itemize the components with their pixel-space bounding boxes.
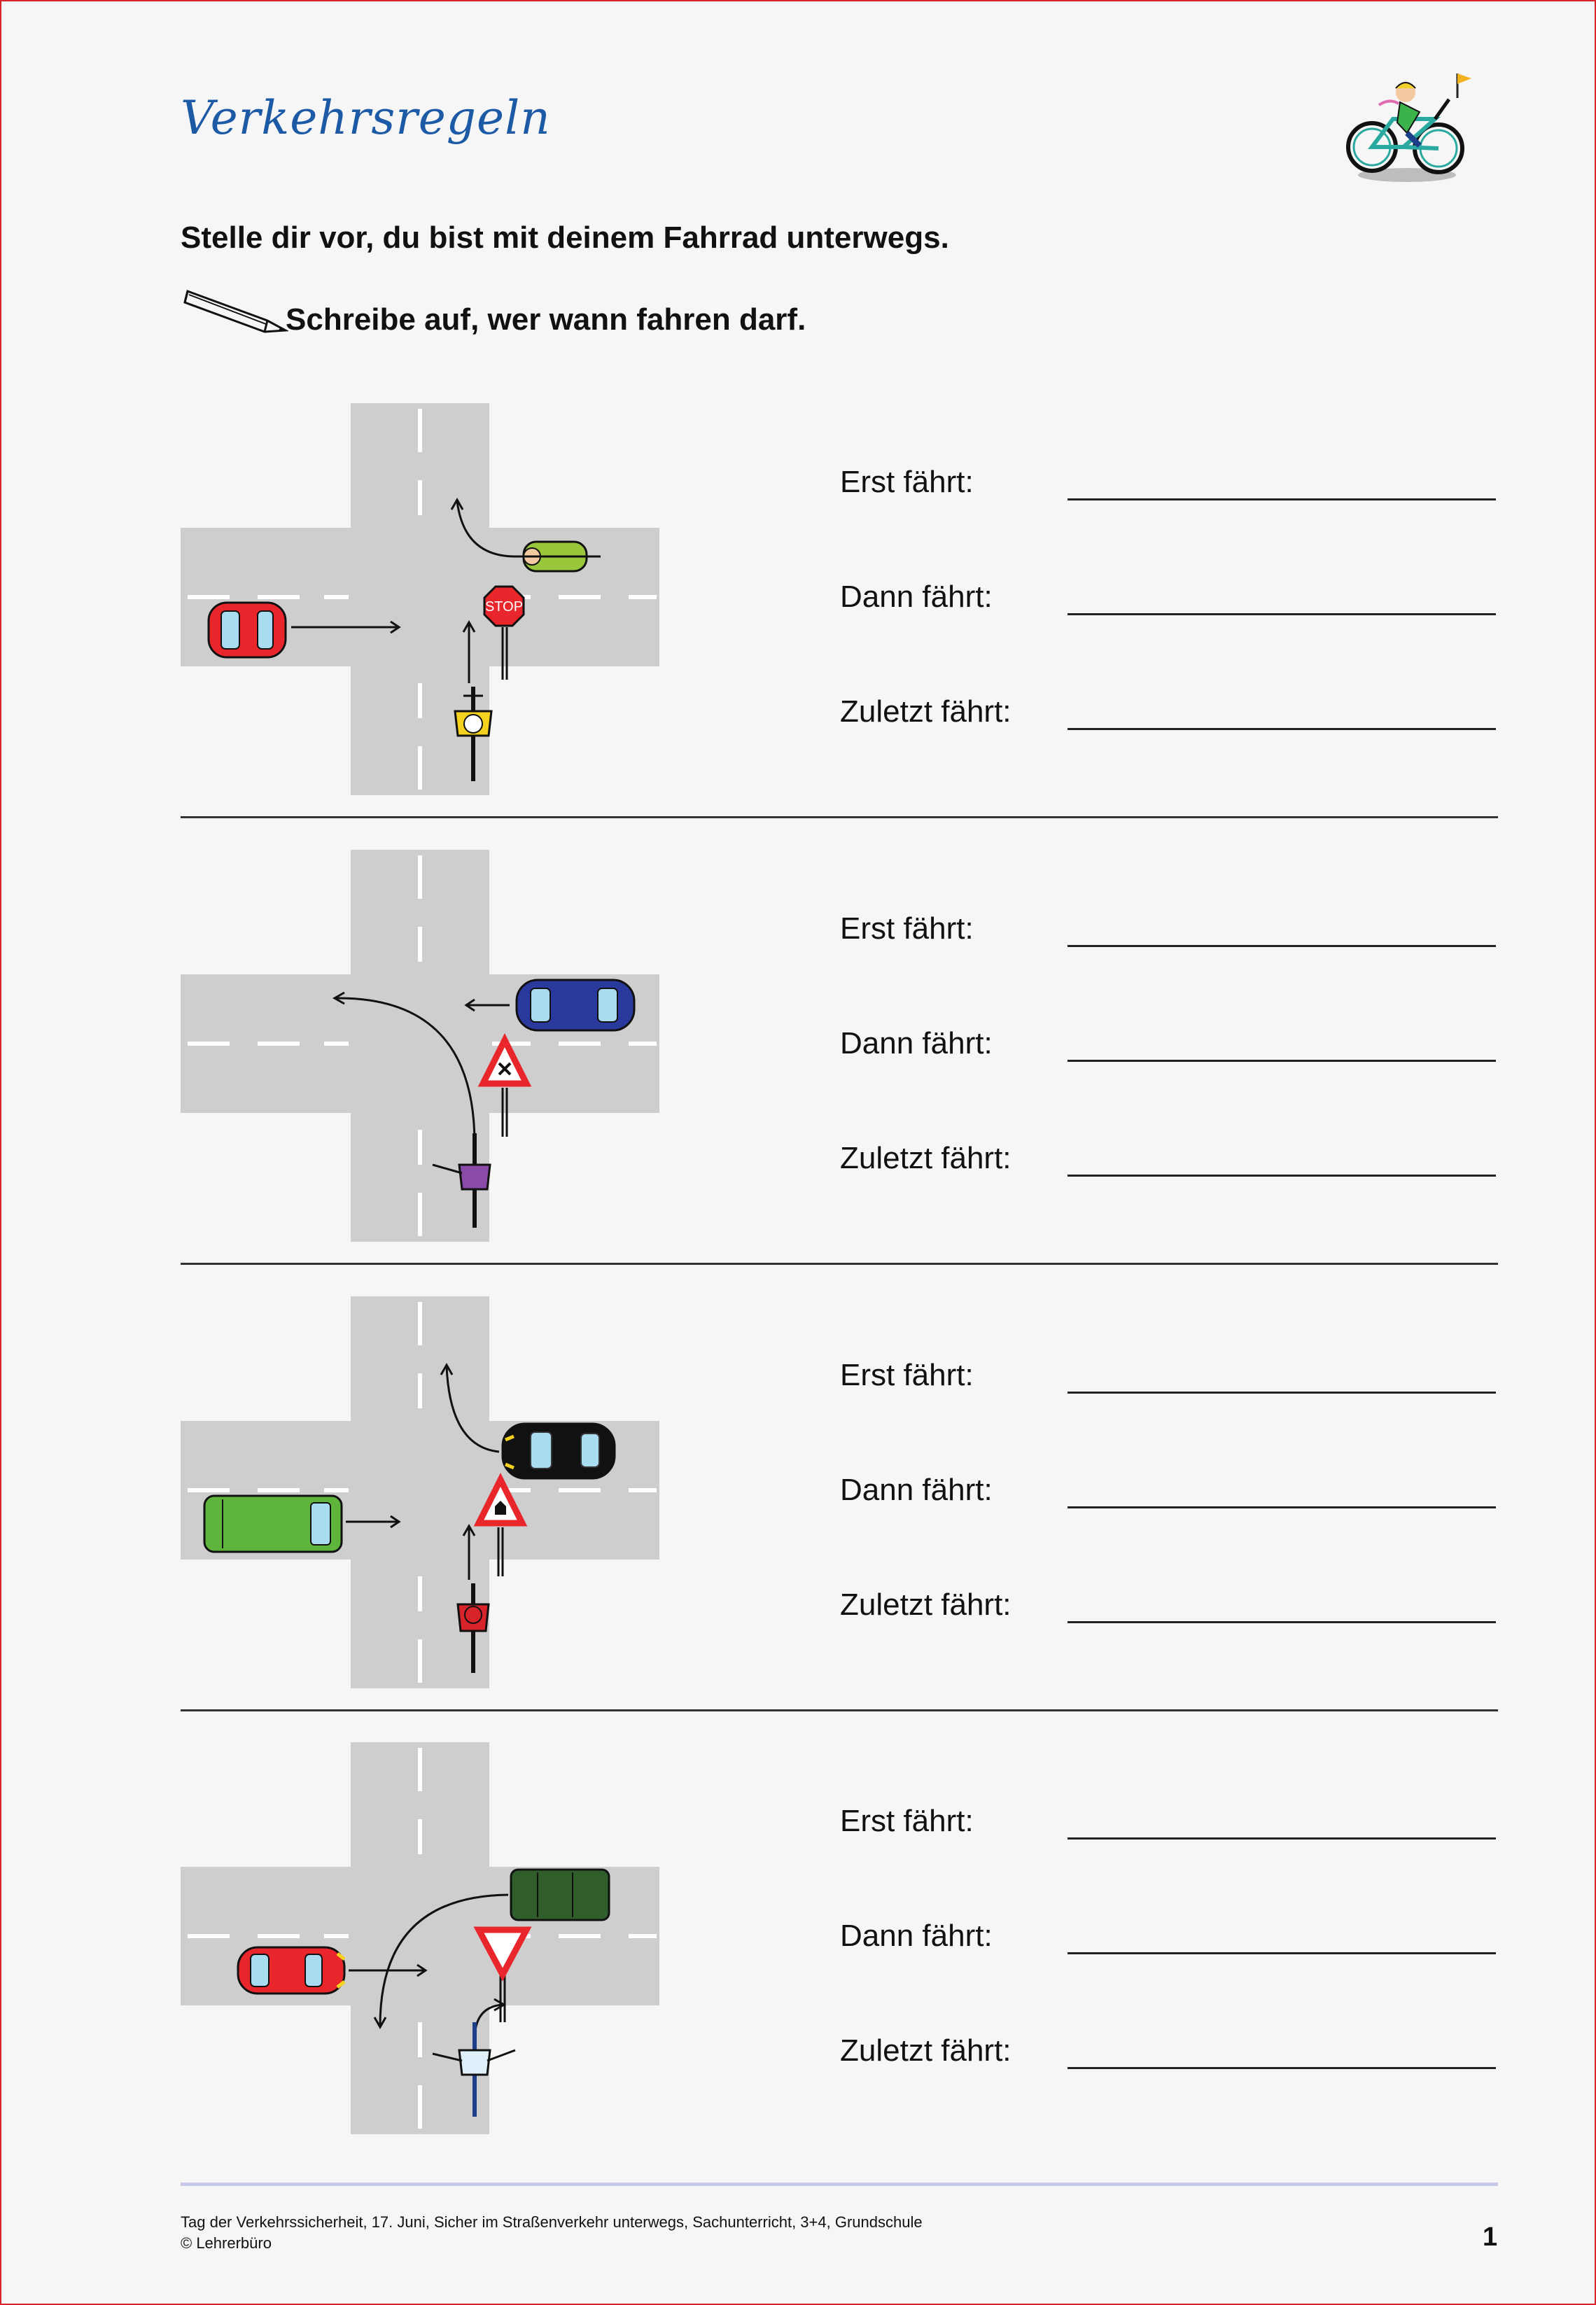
answer-line[interactable] <box>1068 498 1496 500</box>
svg-text:STOP: STOP <box>484 599 524 615</box>
answer-line[interactable] <box>1068 1175 1496 1177</box>
answer-label: Erst fährt: <box>840 1358 974 1392</box>
answer-row-first <box>840 911 1498 960</box>
cyclist-icon <box>1337 70 1477 189</box>
answer-row-last <box>840 694 1498 743</box>
answer-label: Dann fährt: <box>840 580 993 614</box>
answer-row-then <box>840 1026 1498 1075</box>
answer-label: Dann fährt: <box>840 1026 993 1060</box>
intro-text: Stelle dir vor, du bist mit deinem Fahrrad unterwegs. <box>181 220 949 255</box>
answer-line[interactable] <box>1068 1060 1496 1062</box>
footer-line-2: © Lehrerbüro <box>181 2234 272 2252</box>
red-car-icon <box>238 1947 344 1994</box>
exercise-section-4 <box>0 1742 1596 2189</box>
answer-line[interactable] <box>1068 1621 1496 1623</box>
answer-line[interactable] <box>1068 613 1496 615</box>
exercise-section-1 <box>0 403 1596 850</box>
answer-line[interactable] <box>1068 1837 1496 1840</box>
answer-row-last <box>840 2033 1498 2082</box>
page-title: Verkehrsregeln <box>181 91 551 145</box>
footer-line-1: Tag der Verkehrssicherheit, 17. Juni, Sicher im Straßenverkehr unterwegs, Sachunterricht, 3+4, Grundschule <box>181 2213 923 2231</box>
section-divider <box>181 1263 1498 1265</box>
answer-label: Dann fährt: <box>840 1919 993 1953</box>
answer-line[interactable] <box>1068 945 1496 947</box>
intersection-scene-3 <box>181 1296 659 1688</box>
answer-row-first <box>840 1804 1498 1853</box>
green-van-icon <box>204 1496 342 1552</box>
answer-line[interactable] <box>1068 728 1496 730</box>
blue-car-icon <box>517 980 634 1030</box>
section-divider <box>181 1709 1498 1711</box>
answer-line[interactable] <box>1068 1952 1496 1954</box>
exercise-section-3 <box>0 1296 1596 1743</box>
answer-row-then <box>840 1473 1498 1522</box>
answer-label: Dann fährt: <box>840 1473 993 1507</box>
answer-label: Erst fährt: <box>840 465 974 499</box>
black-car-icon <box>503 1424 615 1478</box>
answer-label: Erst fährt: <box>840 911 974 946</box>
answer-label: Zuletzt fährt: <box>840 694 1011 729</box>
exercise-section-2 <box>0 850 1596 1296</box>
answer-row-then <box>840 1919 1498 1968</box>
answer-label: Erst fährt: <box>840 1804 974 1838</box>
pencil-icon <box>183 286 288 335</box>
intersection-scene-1 <box>181 403 659 795</box>
answer-line[interactable] <box>1068 2067 1496 2069</box>
footer-rule <box>181 2183 1498 2186</box>
answer-row-first <box>840 465 1498 514</box>
answer-line[interactable] <box>1068 1506 1496 1508</box>
section-divider <box>181 816 1498 818</box>
answer-label: Zuletzt fährt: <box>840 1588 1011 1622</box>
red-car-icon <box>209 603 286 657</box>
intersection-scene-2 <box>181 850 659 1242</box>
answer-line[interactable] <box>1068 1392 1496 1394</box>
answer-label: Zuletzt fährt: <box>840 2033 1011 2068</box>
answer-row-last <box>840 1141 1498 1190</box>
footer-credits <box>181 2212 923 2254</box>
answer-label: Zuletzt fährt: <box>840 1141 1011 1175</box>
answer-row-first <box>840 1358 1498 1407</box>
intersection-scene-4 <box>181 1742 659 2134</box>
task-instruction: Schreibe auf, wer wann fahren darf. <box>286 302 806 337</box>
answer-row-then <box>840 580 1498 629</box>
page-number: 1 <box>1483 2222 1498 2252</box>
answer-row-last <box>840 1588 1498 1637</box>
green-jeep-icon <box>511 1870 609 1920</box>
